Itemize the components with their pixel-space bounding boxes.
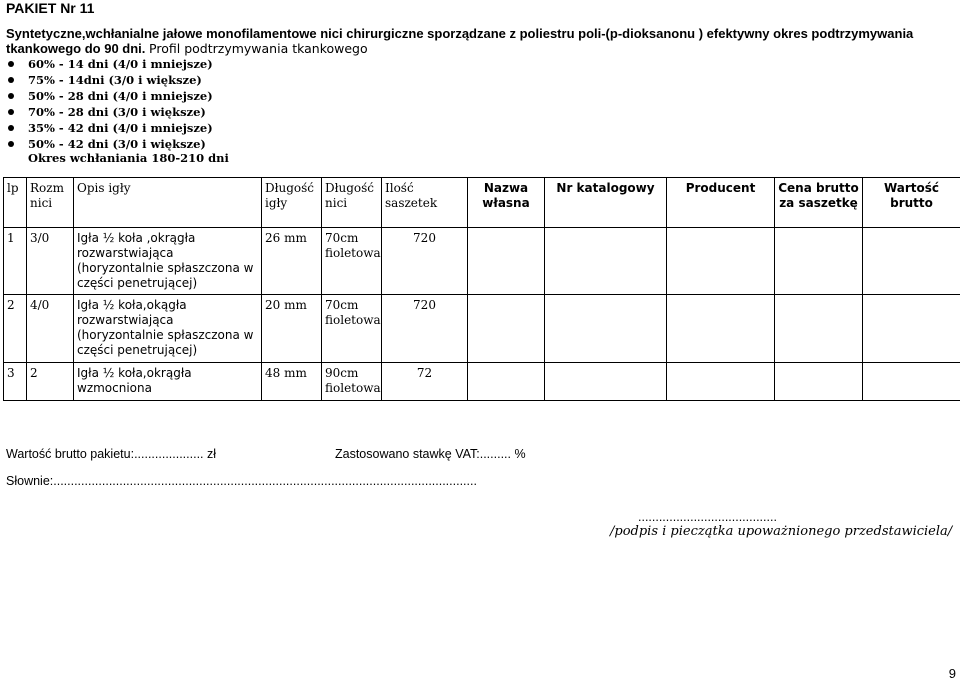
table-row (4, 295, 960, 363)
absorption-period: Okres wchłaniania 180-210 dni (28, 151, 229, 165)
cell-opis: Igła ½ koła,okągła rozwarstwiająca (horyzontalnie spłaszczona w części penetrującej) (74, 295, 262, 363)
cell-nazwa[interactable] (468, 363, 545, 401)
intro-text: Syntetyczne,wchłanialne jałowe monofilamentowe nici chirurgiczne sporządzane z poliestru poli-(p-dioksanonu ) efektywny okres podtrzymywania tkankowego do 90 dni. (6, 26, 913, 56)
table-row (4, 228, 960, 295)
header-lp: lp (4, 178, 27, 228)
package-value-line (6, 447, 216, 461)
header-producent: Producent (667, 178, 775, 228)
cell-dl-nici: 90cm fioletowa (322, 363, 382, 401)
cell-nr-kat[interactable] (545, 228, 667, 295)
cell-cena[interactable] (775, 295, 863, 363)
cell-ilosc: 72 (382, 363, 468, 401)
header-opis: Opis igły (74, 178, 262, 228)
cell-dl-igly: 26 mm (262, 228, 322, 295)
header-rozm: Rozm nici (27, 178, 74, 228)
page-title: PAKIET Nr 11 (6, 0, 94, 16)
header-ilosc: Ilość saszetek (382, 178, 468, 228)
cell-lp: 3 (4, 363, 27, 401)
cell-opis: Igła ½ koła ,okrągła rozwarstwiająca (horyzontalnie spłaszczona w części penetrującej) (74, 228, 262, 295)
cell-dl-igly: 20 mm (262, 295, 322, 363)
cell-cena[interactable] (775, 363, 863, 401)
cell-dl-igly: 48 mm (262, 363, 322, 401)
cell-producent[interactable] (667, 228, 775, 295)
cell-producent[interactable] (667, 295, 775, 363)
header-wartosc: Wartość brutto (863, 178, 960, 228)
header-dl-igly: Długość igły (262, 178, 322, 228)
signature-line: ........................................ (638, 510, 777, 524)
header-dl-nici: Długość nici (322, 178, 382, 228)
product-table (3, 177, 960, 401)
profile-list (6, 56, 213, 152)
cell-ilosc: 720 (382, 295, 468, 363)
profile-item: 50% - 42 dni (3/0 i większe) (6, 136, 213, 152)
cell-wartosc[interactable] (863, 228, 960, 295)
signature-caption: /podpis i pieczątka upoważnionego przedstawiciela/ (610, 524, 952, 539)
cell-wartosc[interactable] (863, 295, 960, 363)
cell-ilosc: 720 (382, 228, 468, 295)
cell-wartosc[interactable] (863, 363, 960, 401)
cell-nr-kat[interactable] (545, 295, 667, 363)
cell-lp: 2 (4, 295, 27, 363)
cell-nazwa[interactable] (468, 295, 545, 363)
header-nr-kat: Nr katalogowy (545, 178, 667, 228)
intro-paragraph (6, 26, 956, 56)
header-nazwa: Nazwa własna (468, 178, 545, 228)
vat-line (335, 447, 526, 461)
table-header-row (4, 178, 960, 228)
cell-rozm: 4/0 (27, 295, 74, 363)
cell-dl-nici: 70cm fioletowa (322, 295, 382, 363)
cell-producent[interactable] (667, 363, 775, 401)
cell-nazwa[interactable] (468, 228, 545, 295)
cell-lp: 1 (4, 228, 27, 295)
cell-dl-nici: 70cm fioletowa (322, 228, 382, 295)
table-row (4, 363, 960, 401)
profile-title: Profil podtrzymywania tkankowego (149, 41, 368, 56)
vat-rate: Zastosowano stawkę VAT:......... % (335, 447, 526, 461)
profile-item: 75% - 14dni (3/0 i większe) (6, 72, 213, 88)
profile-item: 50% - 28 dni (4/0 i mniejsze) (6, 88, 213, 104)
amount-in-words: Słownie:.......................................................................................................................... (6, 474, 477, 488)
cell-rozm: 3/0 (27, 228, 74, 295)
profile-item: 35% - 42 dni (4/0 i mniejsze) (6, 120, 213, 136)
cell-opis: Igła ½ koła,okrągła wzmocniona (74, 363, 262, 401)
profile-item: 60% - 14 dni (4/0 i mniejsze) (6, 56, 213, 72)
package-value: Wartość brutto pakietu:.................... zł (6, 447, 216, 461)
cell-rozm: 2 (27, 363, 74, 401)
cell-cena[interactable] (775, 228, 863, 295)
page-number: 9 (949, 666, 956, 681)
cell-nr-kat[interactable] (545, 363, 667, 401)
header-cena: Cena brutto za saszetkę (775, 178, 863, 228)
profile-item: 70% - 28 dni (3/0 i większe) (6, 104, 213, 120)
